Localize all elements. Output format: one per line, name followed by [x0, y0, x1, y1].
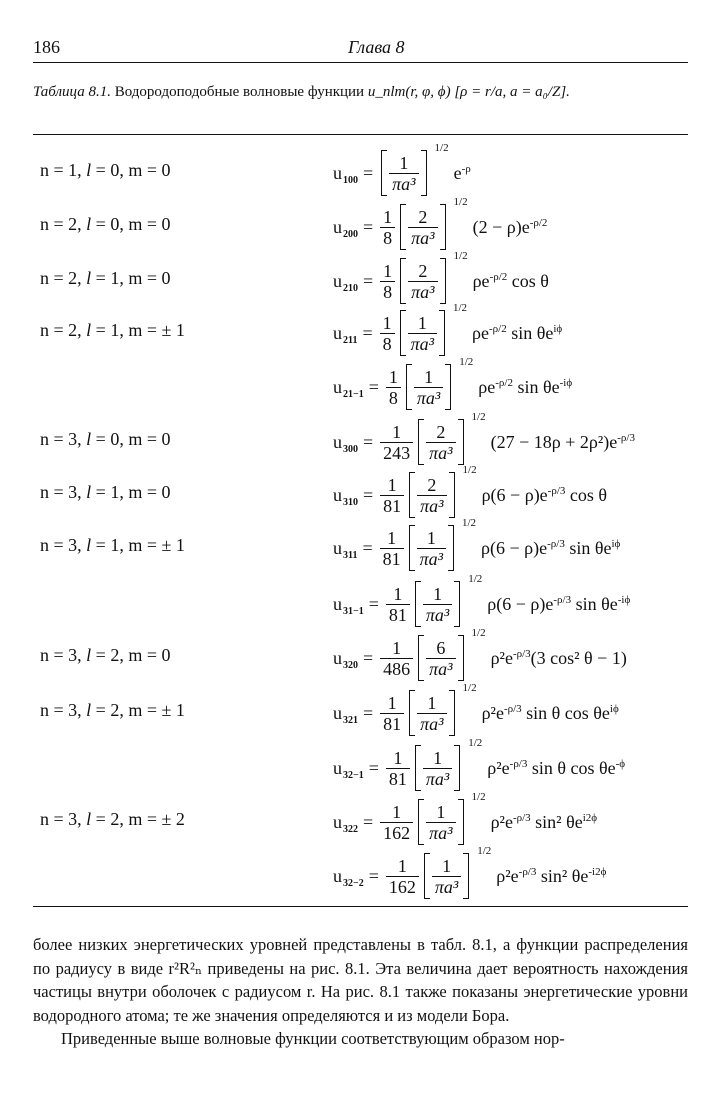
quantum-numbers: [40, 160, 170, 181]
wavefunction-formula: [333, 627, 627, 683]
coefficient-fraction: [386, 856, 419, 897]
coefficient-denominator: 162: [380, 822, 413, 843]
table-row: [0, 682, 718, 738]
quantum-rest: = 2, m = 0: [91, 645, 171, 665]
left-bracket: [418, 799, 424, 845]
quantum-numbers: [40, 809, 185, 830]
quantum-l-symbol: l: [86, 429, 92, 449]
u-letter: u: [333, 647, 342, 668]
power-exponent: 1/2: [452, 302, 468, 314]
coefficient-fraction: [380, 802, 413, 843]
right-bracket: [440, 204, 446, 250]
bracket-denominator: πa³: [426, 822, 455, 843]
quantum-n: n = 3,: [40, 535, 87, 555]
table-row: [0, 464, 718, 520]
left-bracket: [409, 525, 415, 571]
u-letter: u: [333, 322, 342, 343]
table-top-rule: [33, 134, 688, 135]
quantum-l-symbol: l: [86, 809, 92, 829]
exponential-factor: $\rho(6 - \rho)e^{-\rho/3}$ $\sin \theta e^{-i\phi}$: [487, 593, 631, 614]
quantum-l-symbol: l: [86, 700, 92, 720]
wavefunction-formula: [333, 411, 635, 467]
quantum-numbers: [40, 482, 170, 503]
wavefunction-symbol: [333, 866, 364, 887]
u-letter: u: [333, 537, 342, 558]
bracket-numerator: 1: [426, 527, 436, 548]
bracket-group: [418, 791, 486, 845]
bracket-numerator: 6: [436, 637, 446, 658]
coefficient-numerator: 1: [383, 260, 393, 281]
quantum-rest: = 1, m = ± 1: [91, 320, 185, 340]
wavefunction-formula: [333, 302, 563, 358]
coefficient-denominator: 8: [386, 387, 401, 408]
bracket-group: [400, 196, 468, 250]
page-number: 186: [33, 37, 60, 57]
left-bracket: [409, 690, 415, 736]
coefficient-denominator: 8: [380, 333, 395, 354]
power-exponent: 1/2: [462, 464, 477, 476]
quantum-l-symbol: l: [86, 482, 92, 502]
equals-sign: =: [363, 431, 374, 452]
wavefunction-formula: [333, 573, 631, 629]
quantum-rest: = 1, m = 0: [91, 482, 171, 502]
bracket-group: [415, 573, 483, 627]
bracket-denominator: πa³: [426, 442, 455, 463]
wavefunction-index: 200: [343, 228, 358, 240]
power-exponent: 1/2: [468, 737, 483, 749]
quantum-rest: = 0, m = 0: [91, 214, 171, 234]
chapter-title: Глава 8: [348, 37, 405, 57]
coefficient-numerator: 1: [393, 747, 403, 768]
u-letter: u: [333, 162, 342, 183]
coefficient-fraction: [386, 367, 401, 408]
right-bracket: [458, 419, 464, 465]
power-exponent: 1/2: [471, 791, 486, 803]
bracket-group: [406, 356, 474, 410]
quantum-n: n = 1,: [40, 160, 87, 180]
wavefunction-symbol: [333, 594, 364, 615]
right-bracket: [421, 150, 427, 196]
bracket-fraction: [432, 856, 461, 897]
wavefunction-symbol: [333, 648, 358, 669]
bracket-group: [400, 302, 468, 356]
coefficient-numerator: 1: [392, 801, 402, 822]
wavefunction-symbol: [333, 703, 358, 724]
coefficient-denominator: 486: [380, 658, 413, 679]
wavefunction-formula: [333, 142, 471, 198]
u-letter: u: [333, 593, 342, 614]
quantum-numbers: [40, 268, 170, 289]
right-bracket: [449, 690, 455, 736]
quantum-numbers: [40, 535, 185, 556]
bracket-denominator: πa³: [423, 768, 452, 789]
paragraph-2: Приведенные выше волновые функции соответствующим образом нор-: [61, 1029, 565, 1048]
coefficient-numerator: 1: [393, 583, 403, 604]
coefficient-denominator: 81: [386, 768, 410, 789]
wavefunction-symbol: [333, 538, 357, 559]
table-row: [0, 627, 718, 683]
power-exponent: 1/2: [459, 356, 474, 368]
bracket-numerator: 1: [424, 366, 434, 387]
bracket-fraction: [414, 367, 443, 408]
bracket-numerator: 2: [427, 474, 437, 495]
quantum-numbers: [40, 320, 185, 341]
right-bracket: [458, 799, 464, 845]
power-exponent: 1/2: [477, 845, 492, 857]
power-exponent: 1/2: [471, 627, 486, 639]
u-letter: u: [333, 270, 342, 291]
wavefunction-symbol: [333, 485, 358, 506]
u-letter: u: [333, 865, 342, 886]
bracket-group: [409, 682, 477, 736]
wavefunction-formula: [333, 356, 573, 412]
left-bracket: [424, 853, 430, 899]
quantum-rest: = 2, m = ± 1: [91, 700, 185, 720]
exponential-factor: $\rho(6 - \rho)e^{-\rho/3}$ cos θ: [481, 484, 608, 505]
coefficient-fraction: [380, 475, 404, 516]
coefficient-denominator: 81: [380, 713, 404, 734]
wavefunction-index: 32−1: [343, 769, 364, 781]
left-bracket: [400, 258, 406, 304]
exponential-factor: $\rho(6 - \rho)e^{-\rho/3}$ $\sin \theta e^{i\phi}$: [481, 537, 621, 558]
bracket-numerator: 1: [417, 312, 427, 333]
bracket-numerator: 2: [418, 206, 428, 227]
wavefunction-index: 300: [343, 443, 358, 455]
coefficient-fraction: [380, 313, 395, 354]
equals-sign: =: [363, 702, 374, 723]
coefficient-numerator: 1: [392, 637, 402, 658]
bracket-fraction: [417, 475, 446, 516]
bracket-group: [415, 737, 483, 791]
right-bracket: [448, 525, 454, 571]
bracket-fraction: [389, 153, 418, 194]
quantum-n: n = 3,: [40, 429, 87, 449]
wavefunction-symbol: [333, 163, 358, 184]
coefficient-fraction: [380, 261, 395, 302]
left-bracket: [381, 150, 387, 196]
bracket-group: [424, 845, 492, 899]
table-row: [0, 142, 718, 198]
wavefunction-index: 311: [343, 549, 358, 561]
quantum-rest: = 1, m = ± 1: [91, 535, 185, 555]
exponential-factor: $(27 - 18\rho + 2\rho^2)e^{-\rho/3}$: [490, 431, 635, 452]
exponential-factor: $\rho^2e^{-\rho/3}(3$ cos² θ − 1): [490, 647, 627, 668]
wavefunction-index: 320: [343, 659, 358, 671]
bracket-denominator: πa³: [417, 548, 446, 569]
wavefunction-formula: [333, 196, 548, 252]
wavefunction-symbol: [333, 432, 358, 453]
coefficient-numerator: 1: [387, 474, 397, 495]
quantum-n: n = 3,: [40, 700, 87, 720]
quantum-l-symbol: l: [86, 535, 92, 555]
coefficient-denominator: 8: [380, 227, 395, 248]
bracket-denominator: πa³: [408, 227, 437, 248]
quantum-n: n = 2,: [40, 320, 87, 340]
wavefunction-index: 21−1: [343, 388, 364, 400]
bracket-numerator: 1: [427, 692, 437, 713]
coefficient-denominator: 8: [380, 281, 395, 302]
bracket-denominator: πa³: [408, 281, 437, 302]
coefficient-fraction: [380, 528, 404, 569]
bracket-numerator: 2: [436, 421, 446, 442]
wavefunction-formula: [333, 464, 608, 520]
bracket-group: [418, 411, 486, 465]
bracket-denominator: πa³: [414, 387, 443, 408]
coefficient-numerator: 1: [387, 692, 397, 713]
bracket-group: [400, 250, 468, 304]
left-bracket: [415, 581, 421, 627]
table-row: [0, 250, 718, 306]
exponential-factor: $\rho^2e^{-\rho/3}$ sin² $\theta e^{-i2\phi}$: [496, 865, 607, 886]
bracket-group: [381, 142, 449, 196]
quantum-l-symbol: l: [86, 160, 92, 180]
bracket-fraction: [423, 748, 452, 789]
coefficient-denominator: 81: [386, 604, 410, 625]
table-row: [0, 196, 718, 252]
quantum-numbers: [40, 700, 185, 721]
power-exponent: 1/2: [434, 142, 449, 154]
bracket-denominator: πa³: [432, 876, 461, 897]
quantum-rest: = 2, m = ± 2: [91, 809, 185, 829]
wavefunction-index: 100: [343, 174, 358, 186]
bracket-numerator: 2: [418, 260, 428, 281]
exponential-factor: $e^{-\rho}$: [453, 162, 471, 183]
left-bracket: [406, 364, 412, 410]
equals-sign: =: [362, 322, 373, 343]
left-bracket: [409, 472, 415, 518]
wavefunction-index: 211: [343, 334, 358, 346]
body-text: [33, 933, 688, 1051]
equals-sign: =: [363, 647, 374, 668]
quantum-l-symbol: l: [86, 645, 92, 665]
bracket-denominator: πa³: [423, 604, 452, 625]
left-bracket: [400, 310, 406, 356]
quantum-l-symbol: l: [86, 268, 92, 288]
u-letter: u: [333, 376, 342, 397]
equals-sign: =: [363, 216, 374, 237]
equals-sign: =: [368, 757, 379, 778]
equals-sign: =: [368, 593, 379, 614]
left-bracket: [418, 419, 424, 465]
equals-sign: =: [362, 537, 373, 558]
header-rule: [33, 62, 688, 63]
bracket-numerator: 1: [436, 801, 446, 822]
u-letter: u: [333, 757, 342, 778]
bracket-fraction: [408, 207, 437, 248]
wavefunction-index: 32−2: [343, 877, 364, 889]
bracket-denominator: πa³: [389, 173, 418, 194]
u-letter: u: [333, 702, 342, 723]
quantum-l-symbol: l: [86, 320, 92, 340]
bracket-group: [409, 464, 477, 518]
coefficient-numerator: 1: [392, 421, 402, 442]
bracket-numerator: 1: [442, 855, 452, 876]
coefficient-fraction: [380, 638, 413, 679]
right-bracket: [449, 472, 455, 518]
table-row: [0, 411, 718, 467]
coefficient-fraction: [380, 422, 413, 463]
bracket-numerator: 1: [433, 583, 443, 604]
u-letter: u: [333, 484, 342, 505]
table-caption: [33, 82, 673, 103]
table-row: [0, 302, 718, 358]
wavefunction-index: 210: [343, 282, 358, 294]
bracket-fraction: [417, 693, 446, 734]
quantum-rest: = 1, m = 0: [91, 268, 171, 288]
wavefunction-formula: [333, 737, 626, 793]
quantum-numbers: [40, 645, 170, 666]
bracket-fraction: [417, 528, 446, 569]
bracket-numerator: 1: [399, 152, 409, 173]
bracket-numerator: 1: [433, 747, 443, 768]
table-row: [0, 791, 718, 847]
power-exponent: 1/2: [453, 196, 468, 208]
coefficient-numerator: 1: [383, 206, 393, 227]
exponential-factor: $\rho^2e^{-\rho/3}$ sin² $\theta e^{i2\phi}$: [490, 811, 598, 832]
wavefunction-formula: [333, 845, 607, 901]
wavefunction-symbol: [333, 758, 364, 779]
wavefunction-formula: [333, 250, 549, 306]
equals-sign: =: [368, 376, 379, 397]
bracket-fraction: [408, 261, 437, 302]
wavefunction-index: 321: [343, 714, 358, 726]
coefficient-fraction: [380, 693, 404, 734]
u-letter: u: [333, 431, 342, 452]
table-caption-text: Водородоподобные волновые функции: [110, 84, 368, 100]
exponential-factor: $\rho^2e^{-\rho/3}$ sin θ $\cos \theta e^{i\phi}$: [481, 702, 619, 723]
quantum-numbers: [40, 429, 170, 450]
bracket-group: [409, 517, 477, 571]
coefficient-numerator: 1: [387, 527, 397, 548]
bracket-denominator: πa³: [426, 658, 455, 679]
coefficient-denominator: 243: [380, 442, 413, 463]
table-bottom-rule: [33, 906, 688, 907]
left-bracket: [415, 745, 421, 791]
paragraph-1: более низких энергетических уровней представлены в табл. 8.1, а функции распределения по радиусу в виде r²R²ₙ приведены на рис. 8.1. Эта величина дает вероятность нахождения частицы внутри оболочек с радиусом r. На рис. 8.1 также показаны энергетические уровни водородного атома; те же значения определяются и из модели Бора.: [33, 935, 688, 1025]
coefficient-fraction: [386, 748, 410, 789]
equals-sign: =: [363, 270, 374, 291]
bracket-denominator: πa³: [408, 333, 437, 354]
table-row: [0, 845, 718, 901]
coefficient-numerator: 1: [382, 312, 392, 333]
wavefunction-formula: [333, 682, 619, 738]
power-exponent: 1/2: [468, 573, 483, 585]
right-bracket: [439, 310, 445, 356]
exponential-factor: $(2 - \rho)e^{-\rho/2}$: [472, 216, 548, 237]
coefficient-fraction: [386, 584, 410, 625]
exponential-factor: $\rho e^{-\rho/2}$ $\sin \theta e^{-i\phi}$: [478, 376, 573, 397]
bracket-fraction: [426, 422, 455, 463]
right-bracket: [445, 364, 451, 410]
quantum-n: n = 2,: [40, 268, 87, 288]
bracket-fraction: [426, 638, 455, 679]
wavefunction-symbol: [333, 323, 357, 344]
bracket-denominator: πa³: [417, 495, 446, 516]
bracket-fraction: [408, 313, 437, 354]
bracket-fraction: [426, 802, 455, 843]
wavefunction-symbol: [333, 812, 358, 833]
left-bracket: [418, 635, 424, 681]
bracket-fraction: [423, 584, 452, 625]
left-bracket: [400, 204, 406, 250]
quantum-n: n = 3,: [40, 645, 87, 665]
coefficient-numerator: 1: [397, 855, 407, 876]
u-letter: u: [333, 811, 342, 832]
right-bracket: [454, 581, 460, 627]
wavefunction-index: 322: [343, 823, 358, 835]
bracket-group: [418, 627, 486, 681]
quantum-rest: = 0, m = 0: [91, 429, 171, 449]
coefficient-denominator: 81: [380, 495, 404, 516]
right-bracket: [440, 258, 446, 304]
right-bracket: [458, 635, 464, 681]
quantum-numbers: [40, 214, 170, 235]
exponential-factor: $\rho^2e^{-\rho/3}$ sin θ $\cos \theta e^{-\phi}$: [487, 757, 626, 778]
coefficient-denominator: 162: [386, 876, 419, 897]
power-exponent: 1/2: [462, 682, 477, 694]
quantum-n: n = 2,: [40, 214, 87, 234]
coefficient-denominator: 81: [380, 548, 404, 569]
wavefunction-index: 31−1: [343, 605, 364, 617]
equals-sign: =: [363, 162, 374, 183]
coefficient-fraction: [380, 207, 395, 248]
equals-sign: =: [363, 811, 374, 832]
power-exponent: 1/2: [453, 250, 468, 262]
table-caption-formula: u_nlm(r, φ, ϕ) [ρ = r/a, a = a₀/Z].: [367, 84, 570, 100]
right-bracket: [454, 745, 460, 791]
right-bracket: [463, 853, 469, 899]
bracket-denominator: πa³: [417, 713, 446, 734]
power-exponent: 1/2: [471, 411, 486, 423]
power-exponent: 1/2: [461, 517, 477, 529]
table-row: [0, 517, 718, 573]
quantum-n: n = 3,: [40, 482, 87, 502]
u-letter: u: [333, 216, 342, 237]
exponential-factor: $\rho e^{-\rho/2}$ $\sin \theta e^{i\phi}$: [472, 322, 563, 343]
table-row: [0, 573, 718, 629]
wavefunction-index: 310: [343, 496, 358, 508]
wavefunction-symbol: [333, 377, 364, 398]
equals-sign: =: [368, 865, 379, 886]
quantum-l-symbol: l: [86, 214, 92, 234]
quantum-n: n = 3,: [40, 809, 87, 829]
wavefunction-symbol: [333, 271, 358, 292]
coefficient-numerator: 1: [388, 366, 398, 387]
table-caption-label: Таблица 8.1.: [33, 84, 111, 100]
wavefunction-formula: [333, 517, 621, 573]
exponential-factor: $\rho e^{-\rho/2}$ cos θ: [472, 270, 549, 291]
quantum-rest: = 0, m = 0: [91, 160, 171, 180]
table-row: [0, 356, 718, 412]
wavefunction-formula: [333, 791, 598, 847]
table-row: [0, 737, 718, 793]
equals-sign: =: [363, 484, 374, 505]
wavefunction-symbol: [333, 217, 358, 238]
